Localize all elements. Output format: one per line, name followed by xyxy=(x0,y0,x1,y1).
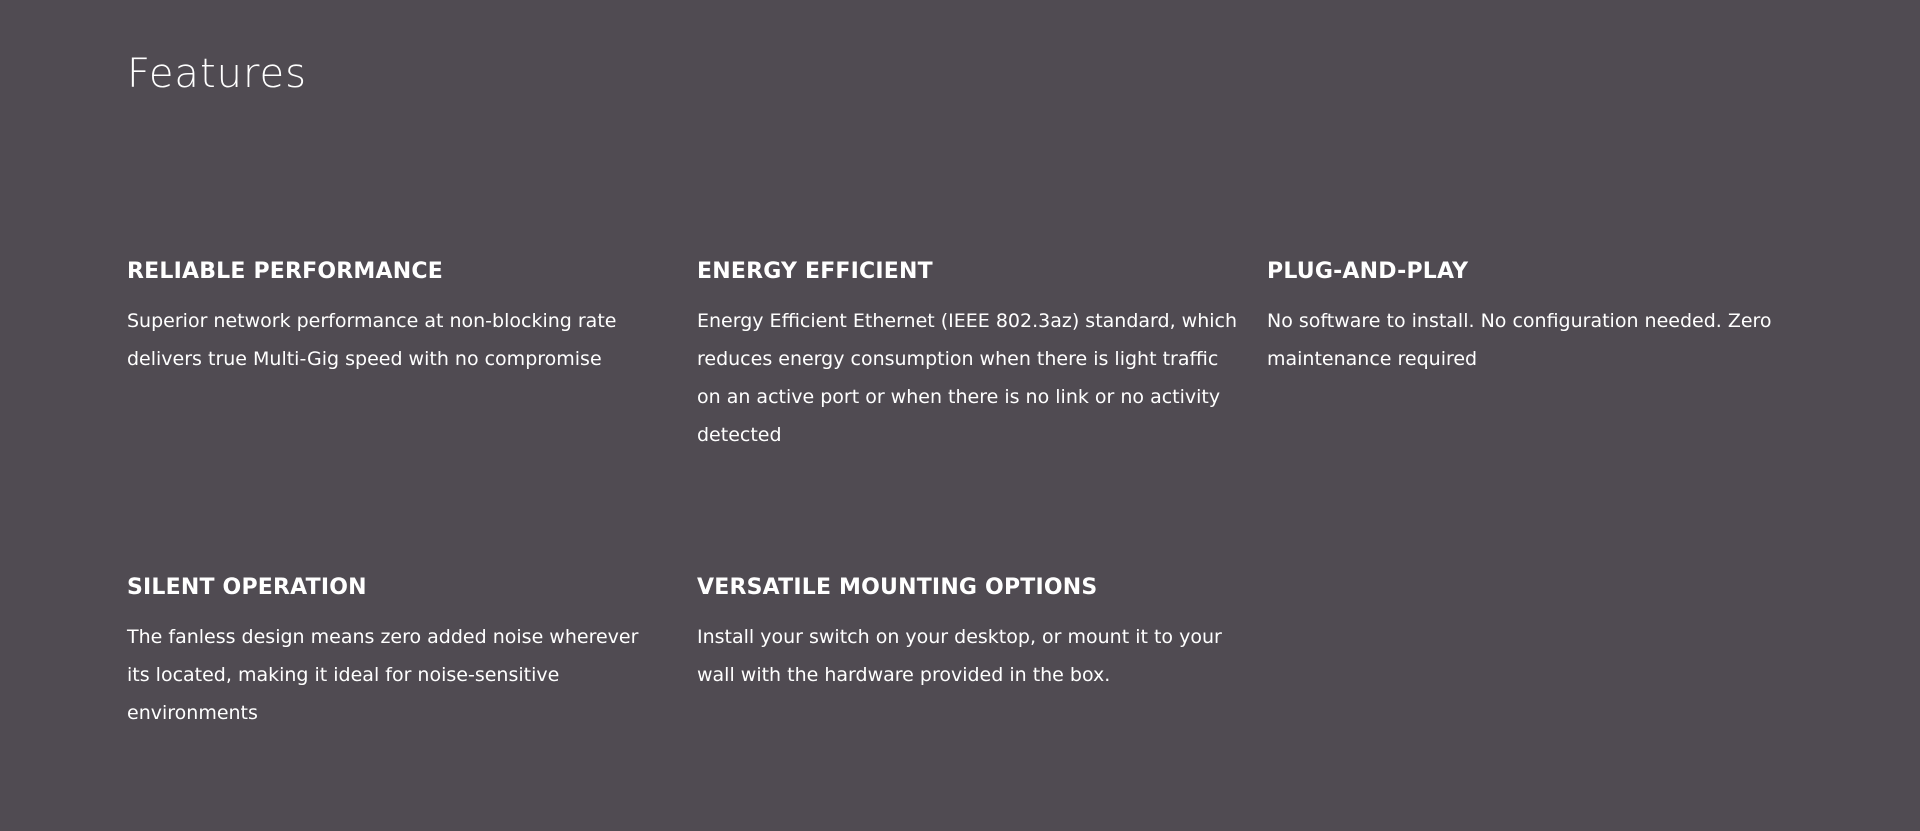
feature-description: Superior network performance at non-blocking rate delivers true Multi-Gig speed with no compromise xyxy=(127,310,617,370)
feature-title: SILENT OPERATION xyxy=(127,575,367,600)
feature-description: The fanless design means zero added noise wherever its located, making it ideal for noise-sensitive environments xyxy=(127,626,639,724)
feature-silent-operation xyxy=(127,574,667,732)
feature-plug-and-play xyxy=(1267,258,1807,378)
feature-description: Energy Efficient Ethernet (IEEE 802.3az) standard, which reduces energy consumption when there is light traffic on an active port or when there is no link or no activity detected xyxy=(697,310,1237,446)
feature-energy-efficient xyxy=(697,258,1237,454)
feature-versatile-mounting-options xyxy=(697,574,1237,694)
page-title: Features xyxy=(127,51,307,97)
feature-description: Install your switch on your desktop, or mount it to your wall with the hardware provided in the box. xyxy=(697,626,1222,686)
feature-title: RELIABLE PERFORMANCE xyxy=(127,259,443,284)
feature-description: No software to install. No configuration needed. Zero maintenance required xyxy=(1267,310,1772,370)
feature-title: PLUG-AND-PLAY xyxy=(1267,259,1469,284)
feature-title: ENERGY EFFICIENT xyxy=(697,259,933,284)
feature-title: VERSATILE MOUNTING OPTIONS xyxy=(697,575,1098,600)
feature-reliable-performance xyxy=(127,258,667,378)
